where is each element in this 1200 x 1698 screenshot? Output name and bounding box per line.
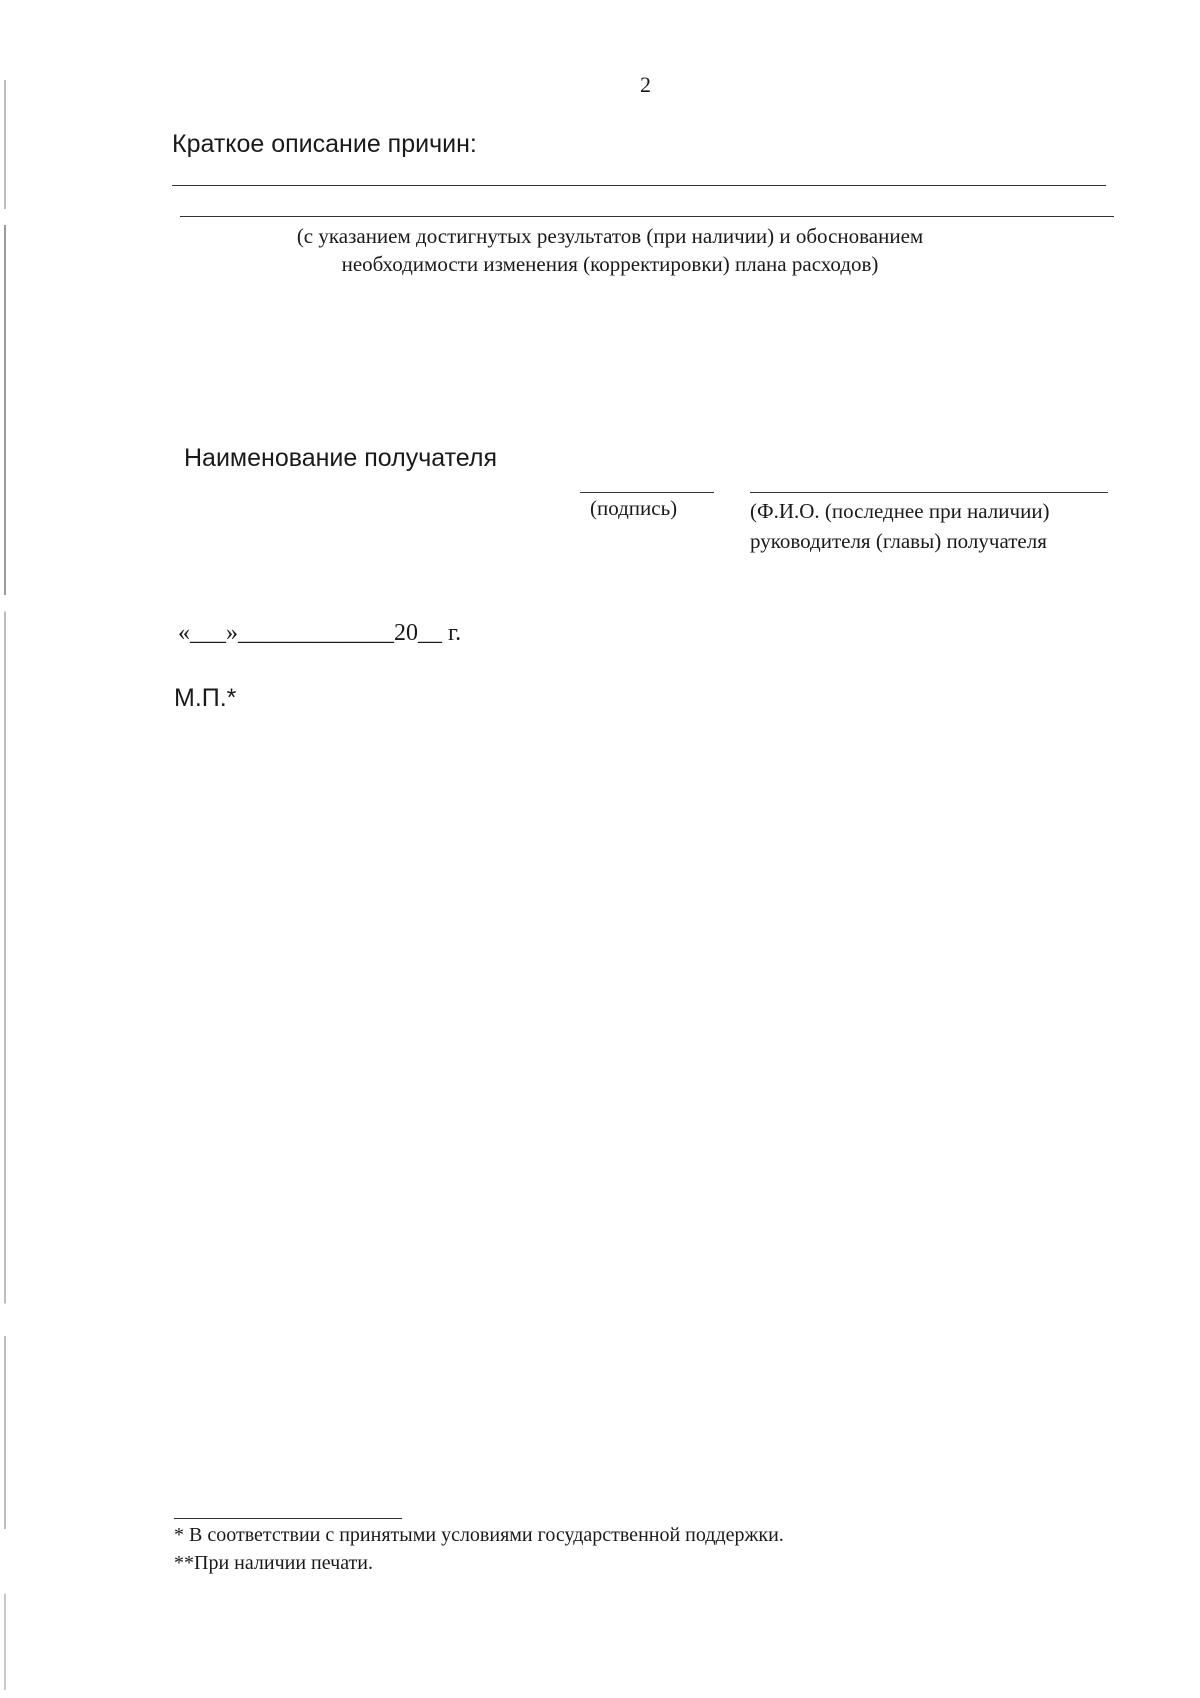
recipient-label: Наименование получателя (184, 444, 497, 472)
footnote-separator (174, 1518, 402, 1519)
page-number: 2 (640, 72, 651, 97)
signature-blank-line (580, 492, 714, 493)
reasons-hint-line-2: необходимости изменения (корректировки) плана расходов) (341, 252, 879, 276)
fio-caption (750, 496, 1050, 556)
fio-caption-line-1: (Ф.И.О. (последнее при наличии) (750, 499, 1050, 523)
reasons-blank-line-2 (180, 216, 1114, 217)
footnote-1: * В соответствии с принятыми условиями государственной поддержки. (174, 1524, 784, 1546)
signature-caption: (подпись) (590, 496, 678, 520)
fio-caption-line-2: руководителя (главы) получателя (750, 529, 1047, 553)
date-field: «___»_____________20__ г. (178, 620, 462, 646)
stamp-label: М.П.* (174, 684, 237, 712)
fio-blank-line (750, 492, 1108, 493)
footnote-2: **При наличии печати. (174, 1552, 373, 1574)
scan-edge-line (4, 80, 6, 1690)
reasons-label: Краткое описание причин: (172, 130, 477, 158)
reasons-hint-line-1: (с указанием достигнутых результатов (при наличии) и обоснованием (296, 224, 924, 248)
reasons-blank-line-1 (172, 185, 1106, 186)
reasons-hint (180, 222, 1040, 278)
